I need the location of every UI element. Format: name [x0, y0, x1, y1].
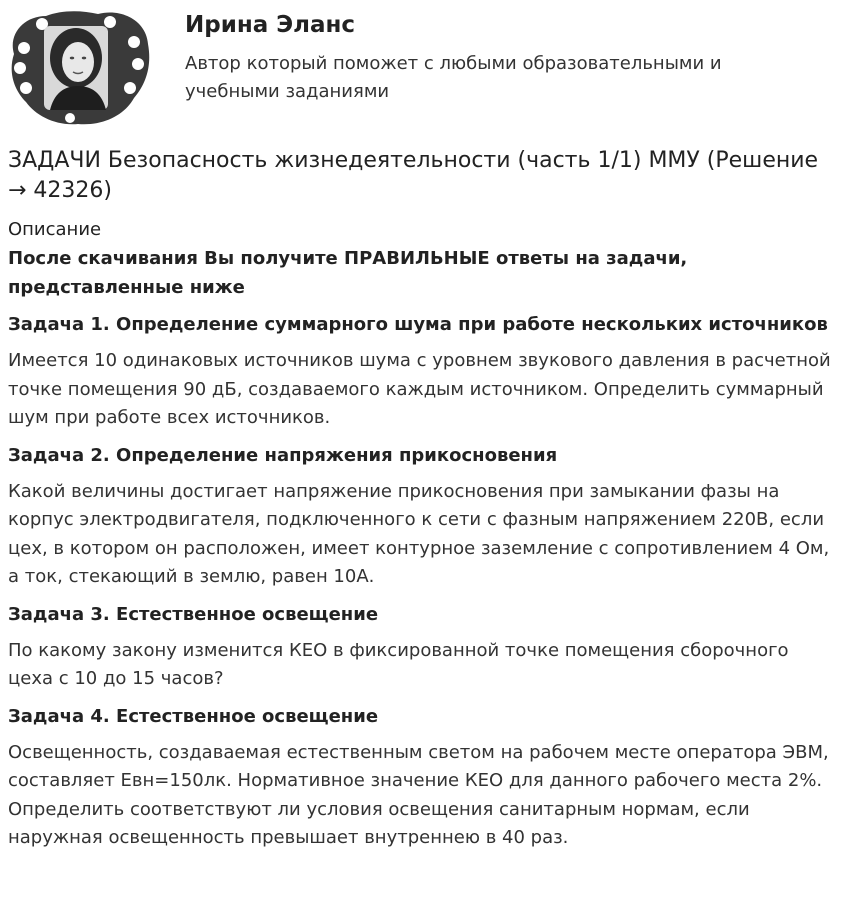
- author-name[interactable]: Ирина Эланс: [185, 12, 356, 38]
- task-2-text: Какой величины достигает напряжение прикосновения при замыкании фазы на корпус электродвигателя, подключенного к сети с фазным напряжением 220В, если цех, в котором он расположен, имеет контурное заземление с сопротивлением 4 Ом, а ток, стекающий в землю, равен 10А.: [8, 480, 830, 587]
- document-content: [8, 146, 838, 853]
- intro-text: После скачивания Вы получите ПРАВИЛЬНЫЕ ответы на задачи, представленные ниже: [8, 248, 688, 298]
- task-4-heading: Задача 4. Естественное освещение: [8, 705, 379, 727]
- task-3-heading: Задача 3. Естественное освещение: [8, 603, 379, 625]
- description-label: Описание: [8, 219, 102, 240]
- task-2-heading: Задача 2. Определение напряжения прикосновения: [8, 444, 558, 466]
- author-avatar[interactable]: [6, 6, 152, 128]
- task-3-text: По какому закону изменится КЕО в фиксированной точке помещения сборочного цеха с 10 до 15 часов?: [8, 639, 789, 689]
- author-card: [0, 0, 847, 140]
- author-description: Автор который поможет с любыми образовательными и учебными заданиями: [185, 53, 722, 102]
- page-title: ЗАДАЧИ Безопасность жизнедеятельности (часть 1/1) ММУ (Решение → 42326): [8, 148, 819, 203]
- task-4-text: Освещенность, создаваемая естественным светом на рабочем месте оператора ЭВМ, составляет Евн=150лк. Нормативное значение КЕО для данного рабочего места 2%. Определить соответствуют ли условия освещения санитарным нормам, если наружная освещенность превышает внутреннею в 40 раз.: [8, 741, 829, 848]
- task-1-heading: Задача 1. Определение суммарного шума при работе нескольких источников: [8, 314, 828, 335]
- task-1-text: Имеется 10 одинаковых источников шума с уровнем звукового давления в расчетной точке помещения 90 дБ, создаваемого каждым источником. Определить суммарный шум при работе всех источников.: [8, 350, 831, 428]
